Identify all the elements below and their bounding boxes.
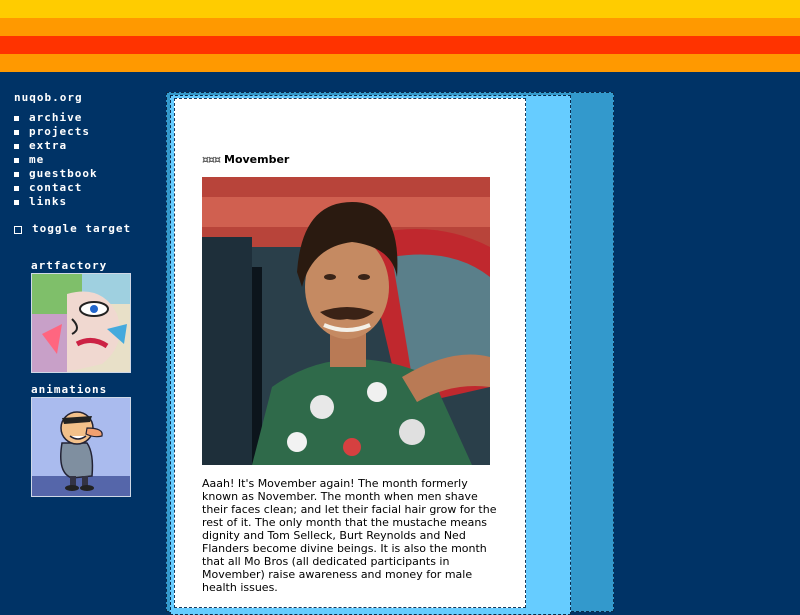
bullet-icon [14,200,19,205]
stripe-orange-2 [0,54,800,72]
nav-item-me[interactable] [14,153,164,167]
header-stripes [0,0,800,72]
bullet-icon [14,144,19,149]
bullet-icon [14,186,19,191]
cartoon-character-icon [32,398,130,496]
post-body-text: Aaah! It's Movember again! The month formerly known as November. The month when men shave their faces clean; and let their facial hair grow for the rest of it. The only month that the mustache means dignity and Tom Selleck, Burt Reynolds and Ned Flanders become divine beings. It is also the month that all Mo Bros (all dedicated participants in Movember) raise awareness and money for male health issues. [202,477,497,594]
animations-thumbnail[interactable] [31,397,131,497]
man-in-car-photo-icon [202,177,490,465]
bullet-icon [14,116,19,121]
nav-label: projects [29,125,90,138]
nav-label: me [29,153,45,166]
nav-label: extra [29,139,68,152]
nav-label: guestbook [29,167,98,180]
nav-item-extra[interactable] [14,139,164,153]
artfactory-thumbnail[interactable] [31,273,131,373]
post-photo [202,177,490,465]
post-title [202,153,289,166]
promo-artfactory [31,259,131,373]
pop-art-face-icon [32,274,130,372]
nav-item-links[interactable] [14,195,164,209]
site-title[interactable]: nuqob.org [14,91,83,104]
toggle-label: toggle target [32,222,132,235]
nav-item-archive[interactable] [14,111,164,125]
post-title-text: Movember [224,153,290,166]
sidebar [14,91,164,236]
toggle-target-button[interactable] [14,222,164,236]
nav-item-contact[interactable] [14,181,164,195]
stripe-yellow [0,0,800,18]
promo-animations [31,383,131,497]
promo-animations-label[interactable]: animations [31,383,108,396]
bullet-icon [14,172,19,177]
nav-label: links [29,195,68,208]
bullet-icon [14,158,19,163]
promo-artfactory-label[interactable]: artfactory [31,259,108,272]
nav-menu [14,111,164,209]
nav-label: contact [29,181,83,194]
stripe-red [0,36,800,54]
stripe-orange [0,18,800,36]
checkbox-icon [14,226,22,234]
nav-item-guestbook[interactable] [14,167,164,181]
nav-label: archive [29,111,83,124]
post-title-marks: ¤¤¤ [202,153,220,166]
bullet-icon [14,130,19,135]
nav-item-projects[interactable] [14,125,164,139]
